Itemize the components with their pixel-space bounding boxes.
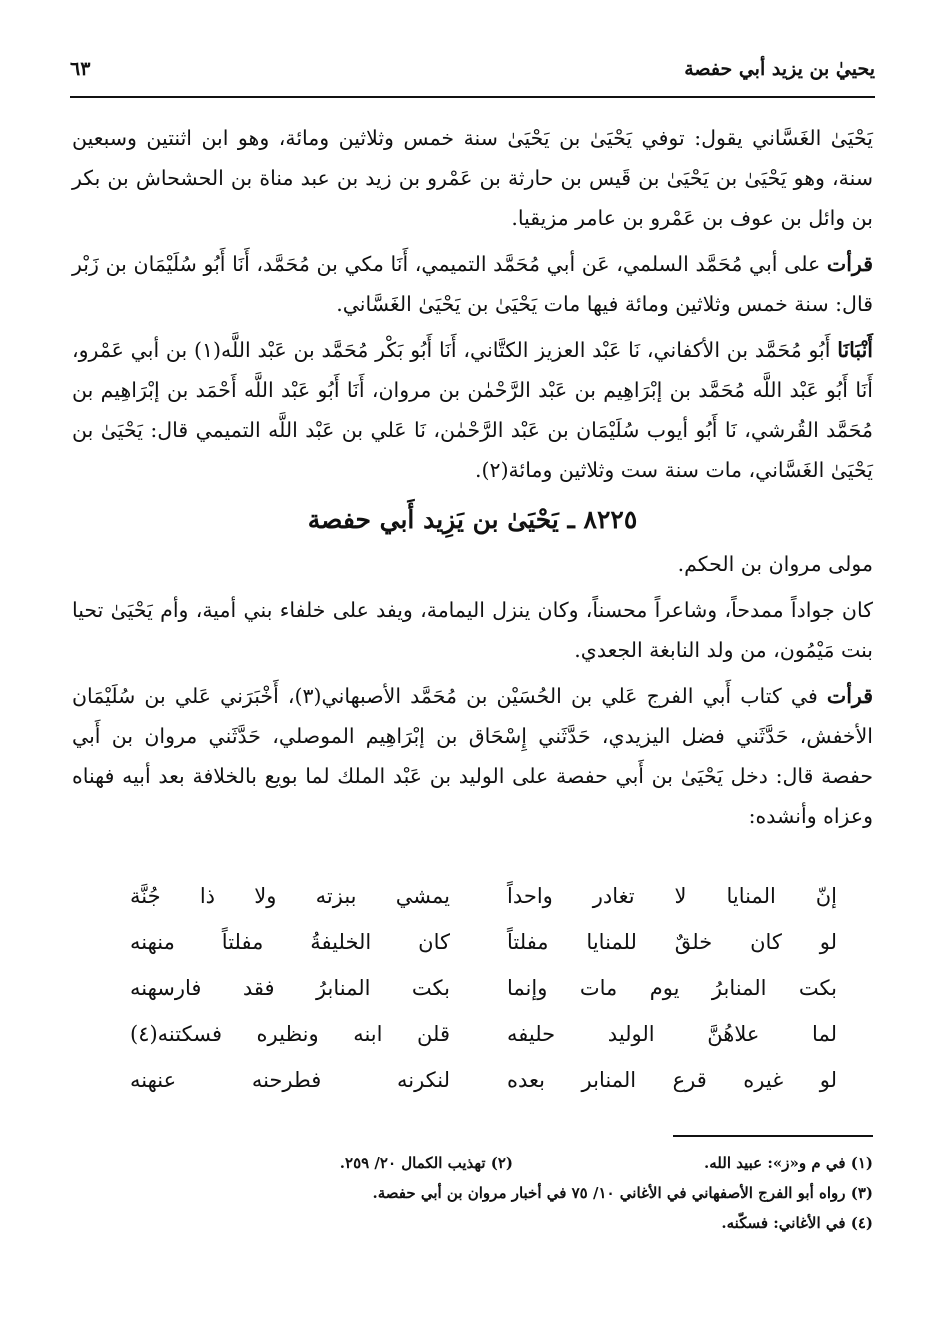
paragraph bbox=[72, 244, 873, 324]
poem-verse bbox=[130, 1068, 837, 1114]
verse-second-hemistich: كان الخليفةُ مفلتاً منهنه bbox=[130, 930, 450, 954]
verse-first-hemistich: لما علاهُنَّ الوليد حليفه bbox=[507, 1022, 837, 1046]
paragraph-text: مولى مروان بن الحكم. bbox=[677, 552, 873, 576]
paragraph-lead-word: قرأت bbox=[826, 252, 873, 276]
running-title: يحييٰ بن يزيد أبي حفصة bbox=[684, 58, 875, 80]
paragraph-text: أَبُو مُحَمَّد بن الأكفاني، نَا عَبْد العزيز الكتَّاني، أَنَا أَبُو بَكْر مُحَمَّد بن عَبْد اللَّه(١) بن أبي عَمْرو، أَنَا أَبُو عَبْد اللَّه مُحَمَّد بن إبْرَاهِيم بن عَبْد الرَّحْمٰن بن مروان، أَنَا أَبُو عَبْد اللَّه أَحْمَد بن إبْرَاهِيم بن مُحَمَّد القُرشي، نَا أَبُو أيوب سُلَيْمَان بن عَبْد الرَّحْمٰن، نَا عَلي بن عَبْد اللَّه التميمي قال: يَحْيَىٰ بن يَحْيَىٰ الغَسَّاني، مات سنة ست وثلاثين ومائة(٢). bbox=[72, 338, 873, 482]
paragraph bbox=[72, 544, 873, 584]
verse-second-hemistich: قلن ابنه ونظيره فسكتنه(٤) bbox=[130, 1022, 450, 1046]
footnote-separator bbox=[673, 1135, 873, 1137]
paragraph bbox=[72, 676, 873, 836]
poem-verse bbox=[130, 1022, 837, 1068]
footnote-3: (٣) رواه أبو الفرج الأصفهاني في الأغاني ١٠/ ٧٥ في أخبار مروان بن أبي حفصة. bbox=[372, 1184, 873, 1202]
verse-first-hemistich: إنّ المنايا لا تغادر واحداً bbox=[507, 884, 837, 908]
paragraph-text: يَحْيَىٰ الغَسَّاني يقول: توفي يَحْيَىٰ بن يَحْيَىٰ سنة خمس وثلاثين ومائة، وهو ابن اثنتين وسبعين سنة، وهو يَحْيَىٰ بن يَحْيَىٰ بن قَيس بن حارثة بن عَمْرو بن زيد بن عبد مناة بن الحشحاش بن بكر بن وائل بن عوف بن عَمْرو بن عامر مزيقيا. bbox=[72, 126, 873, 230]
footnote-2: (٢) تهذيب الكمال ٢٠/ ٢٥٩. bbox=[339, 1154, 513, 1172]
footnote-1: (١) في م و«ز»: عبيد الله. bbox=[704, 1154, 873, 1172]
verse-second-hemistich: بكت المنابرُ فقد فارسهنه bbox=[130, 976, 450, 1000]
verse-second-hemistich: لنكرنه فطرحنه عنهنه bbox=[130, 1068, 450, 1092]
paragraph-text: في كتاب أَبي الفرج عَلي بن الحُسَيْن بن مُحَمَّد الأصبهاني(٣)، أَخْبَرَني عَلي بن سُلَيْمَان الأخفش، حَدَّثَني فضل اليزيدي، حَدَّثَني إِسْحَاق بن إبْرَاهِيم الموصلي، حَدَّثَني مروان بن أَبي حفصة قال: دخل يَحْيَىٰ بن أَبي حفصة على الوليد بن عَبْد الملك لما بويع بالخلافة بعد أبيه فهناه وعزاه وأنشده: bbox=[72, 684, 873, 828]
footnote-row bbox=[80, 1148, 873, 1178]
paragraph-text: على أبي مُحَمَّد السلمي، عَن أبي مُحَمَّد التميمي، أَنَا مكي بن مُحَمَّد، أَنَا أَبُو سُلَيْمَان بن زَبْر قال: سنة خمس وثلاثين ومائة فيها مات يَحْيَىٰ بن يَحْيَىٰ الغَسَّاني. bbox=[72, 252, 873, 316]
verse-first-hemistich: لو غيره قرع المنابر بعده bbox=[507, 1068, 837, 1092]
entry-heading: ٨٢٢٥ ـ يَحْيَىٰ بن يَزِيد أَبي حفصة bbox=[307, 505, 638, 534]
paragraph-lead-word: أَنْبَانَا bbox=[837, 338, 873, 362]
paragraph bbox=[72, 590, 873, 670]
main-text bbox=[72, 118, 873, 836]
verse-second-hemistich: يمشي ببزته ولا ذا جُنَّة bbox=[130, 884, 450, 908]
page-header bbox=[70, 52, 875, 98]
verse-first-hemistich: بكت المنابرُ يوم مات وإنما bbox=[507, 976, 837, 1000]
paragraph bbox=[72, 118, 873, 238]
footnote-4: (٤) في الأغاني: فسكّنه. bbox=[721, 1214, 873, 1232]
poem-verse bbox=[130, 976, 837, 1022]
poem bbox=[130, 884, 837, 1114]
poem-verse bbox=[130, 884, 837, 930]
paragraph-text: كان جواداً ممدحاً، وشاعراً محسناً، وكان ينزل اليمامة، ويفد على خلفاء بني أمية، وأم يَحْيَىٰ تحيا بنت مَيْمُون، من ولد النابغة الجعدي. bbox=[72, 598, 873, 662]
paragraph-lead-word: قرأت bbox=[826, 684, 873, 708]
verse-first-hemistich: لو كان خلقٌ للمنايا مفلتاً bbox=[507, 930, 837, 954]
page-number: ٦٣ bbox=[70, 58, 91, 80]
footnotes bbox=[80, 1148, 873, 1238]
poem-verse bbox=[130, 930, 837, 976]
paragraph bbox=[72, 330, 873, 490]
